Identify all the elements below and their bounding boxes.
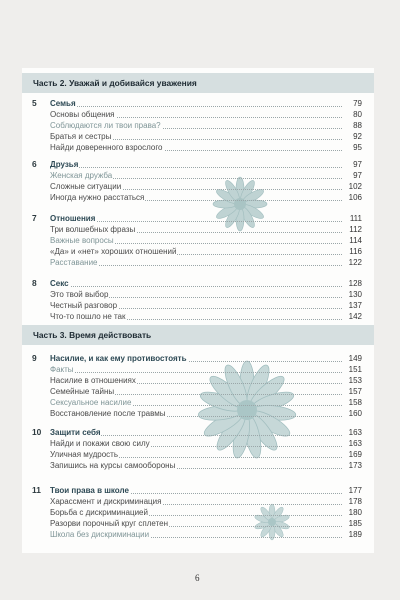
toc-entry[interactable] [50, 142, 362, 153]
toc-entry-title: Сложные ситуации [50, 182, 122, 191]
toc-entry-page: 173 [348, 461, 362, 470]
toc-entry-title: Соблюдаются ли твои права? [50, 121, 161, 130]
part-2-header: Часть 2. Уважай и добивайся уважения [22, 73, 374, 93]
toc-entry-page: 157 [348, 387, 362, 396]
toc-entry-title: Уличная мудрость [50, 450, 118, 459]
toc-entry-title: Семья [50, 99, 76, 108]
toc-entry-page: 112 [349, 225, 362, 234]
toc-entry[interactable] [50, 181, 362, 192]
toc-entry-title: Школа без дискриминации [50, 530, 150, 539]
toc-entry[interactable] [50, 397, 362, 408]
toc-entry[interactable] [50, 224, 362, 235]
toc-entry[interactable] [50, 438, 362, 449]
toc-entry-title: Важные вопросы [50, 236, 114, 245]
toc-entry[interactable] [50, 353, 362, 364]
toc-entry-title: Разорви порочный круг сплетен [50, 519, 169, 528]
toc-entry[interactable] [50, 518, 362, 529]
toc-entry-page: 95 [353, 143, 362, 152]
toc-entry-title: Секс [50, 279, 69, 288]
toc-entry-page: 185 [348, 519, 362, 528]
toc-entry-title: Найди доверенного взрослого [50, 143, 163, 152]
toc-entry-page: 178 [348, 497, 362, 506]
toc-entry[interactable] [50, 213, 362, 224]
chapter-number: 11 [32, 485, 41, 495]
toc-entry-page: 97 [353, 171, 362, 180]
toc-entry[interactable] [50, 375, 362, 386]
toc-entry-title: Честный разговор [50, 301, 118, 310]
toc-entry[interactable] [50, 159, 362, 170]
part-3-header: Часть 3. Время действовать [22, 325, 374, 345]
toc-entry-page: 116 [349, 247, 362, 256]
toc-entry[interactable] [50, 235, 362, 246]
toc-entry-title: Друзья [50, 160, 79, 169]
toc-entry-page: 137 [348, 301, 362, 310]
toc-entry[interactable] [50, 408, 362, 419]
toc-entry-title: Семейные тайны [50, 387, 115, 396]
toc-entry-page: 149 [348, 354, 362, 363]
toc-entry[interactable] [50, 98, 362, 109]
toc-entry[interactable] [50, 449, 362, 460]
toc-entry-page: 151 [348, 365, 362, 374]
toc-page [22, 68, 374, 553]
chapter-number: 9 [32, 353, 37, 363]
toc-entry-page: 79 [353, 99, 362, 108]
toc-entry-page: 80 [353, 110, 362, 119]
toc-entry[interactable] [50, 485, 362, 496]
toc-entry[interactable] [50, 386, 362, 397]
toc-entry-page: 106 [348, 193, 362, 202]
toc-entry-page: 189 [348, 530, 362, 539]
toc-entry-title: Насилие, и как ему противостоять [50, 354, 187, 363]
toc-entry-title: Факты [50, 365, 74, 374]
toc-entry[interactable] [50, 170, 362, 181]
toc-entry-title: Отношения [50, 214, 96, 223]
toc-entry[interactable] [50, 131, 362, 142]
toc-entry[interactable] [50, 289, 362, 300]
toc-entry[interactable] [50, 300, 362, 311]
toc-entry-title: Насилие в отношениях [50, 376, 136, 385]
toc-entry-title: Найди и покажи свою силу [50, 439, 150, 448]
toc-entry-title: «Да» и «нет» хороших отношений [50, 247, 177, 256]
toc-entry[interactable] [50, 120, 362, 131]
toc-entry-title: Основы общения [50, 110, 115, 119]
toc-entry-title: Братья и сестры [50, 132, 112, 141]
toc-entry[interactable] [50, 460, 362, 471]
chapter-number: 10 [32, 427, 42, 437]
toc-entry-title: Расставание [50, 258, 98, 267]
toc-entry-page: 163 [348, 428, 362, 437]
toc-entry-page: 102 [348, 182, 362, 191]
toc-entry-page: 160 [348, 409, 362, 418]
toc-entry-page: 177 [348, 486, 362, 495]
toc-entry-title: Что-то пошло не так [50, 312, 126, 321]
toc-entry-title: Твои права в школе [50, 486, 129, 495]
toc-entry-page: 142 [348, 312, 362, 321]
chapter-number: 6 [32, 159, 37, 169]
toc-entry[interactable] [50, 496, 362, 507]
toc-entry-title: Это твой выбор [50, 290, 109, 299]
toc-entry-page: 169 [348, 450, 362, 459]
toc-entry-title: Женская дружба [50, 171, 113, 180]
page-number: 6 [195, 573, 200, 583]
toc-entry-page: 111 [349, 214, 362, 223]
toc-entry-page: 97 [353, 160, 362, 169]
toc-entry-title: Три волшебных фразы [50, 225, 136, 234]
toc-entry-title: Сексуальное насилие [50, 398, 132, 407]
toc-entry[interactable] [50, 529, 362, 540]
chapter-number: 7 [32, 213, 37, 223]
toc-entry-page: 153 [348, 376, 362, 385]
toc-entry[interactable] [50, 311, 362, 322]
toc-entry-title: Харассмент и дискриминация [50, 497, 162, 506]
toc-entry-page: 128 [348, 279, 362, 288]
toc-entry-title: Запишись на курсы самообороны [50, 461, 176, 470]
toc-entry-page: 122 [348, 258, 362, 267]
toc-entry-title: Защити себя [50, 428, 101, 437]
toc-entry[interactable] [50, 427, 362, 438]
toc-entry[interactable] [50, 192, 362, 203]
toc-entry[interactable] [50, 364, 362, 375]
toc-entry[interactable] [50, 257, 362, 268]
toc-entry-page: 88 [353, 121, 362, 130]
toc-entry[interactable] [50, 109, 362, 120]
toc-entry-title: Восстановление после травмы [50, 409, 166, 418]
toc-entry-page: 92 [353, 132, 362, 141]
toc-entry[interactable] [50, 246, 362, 257]
toc-entry-page: 158 [348, 398, 362, 407]
toc-entry-page: 180 [348, 508, 362, 517]
chapter-number: 5 [32, 98, 37, 108]
toc-entry-page: 114 [349, 236, 362, 245]
toc-entry-page: 163 [348, 439, 362, 448]
toc-entry-page: 130 [348, 290, 362, 299]
toc-entry-title: Борьба с дискриминацией [50, 508, 148, 517]
toc-entry[interactable] [50, 507, 362, 518]
toc-entry[interactable] [50, 278, 362, 289]
chapter-number: 8 [32, 278, 37, 288]
toc-entry-title: Иногда нужно расстаться [50, 193, 145, 202]
